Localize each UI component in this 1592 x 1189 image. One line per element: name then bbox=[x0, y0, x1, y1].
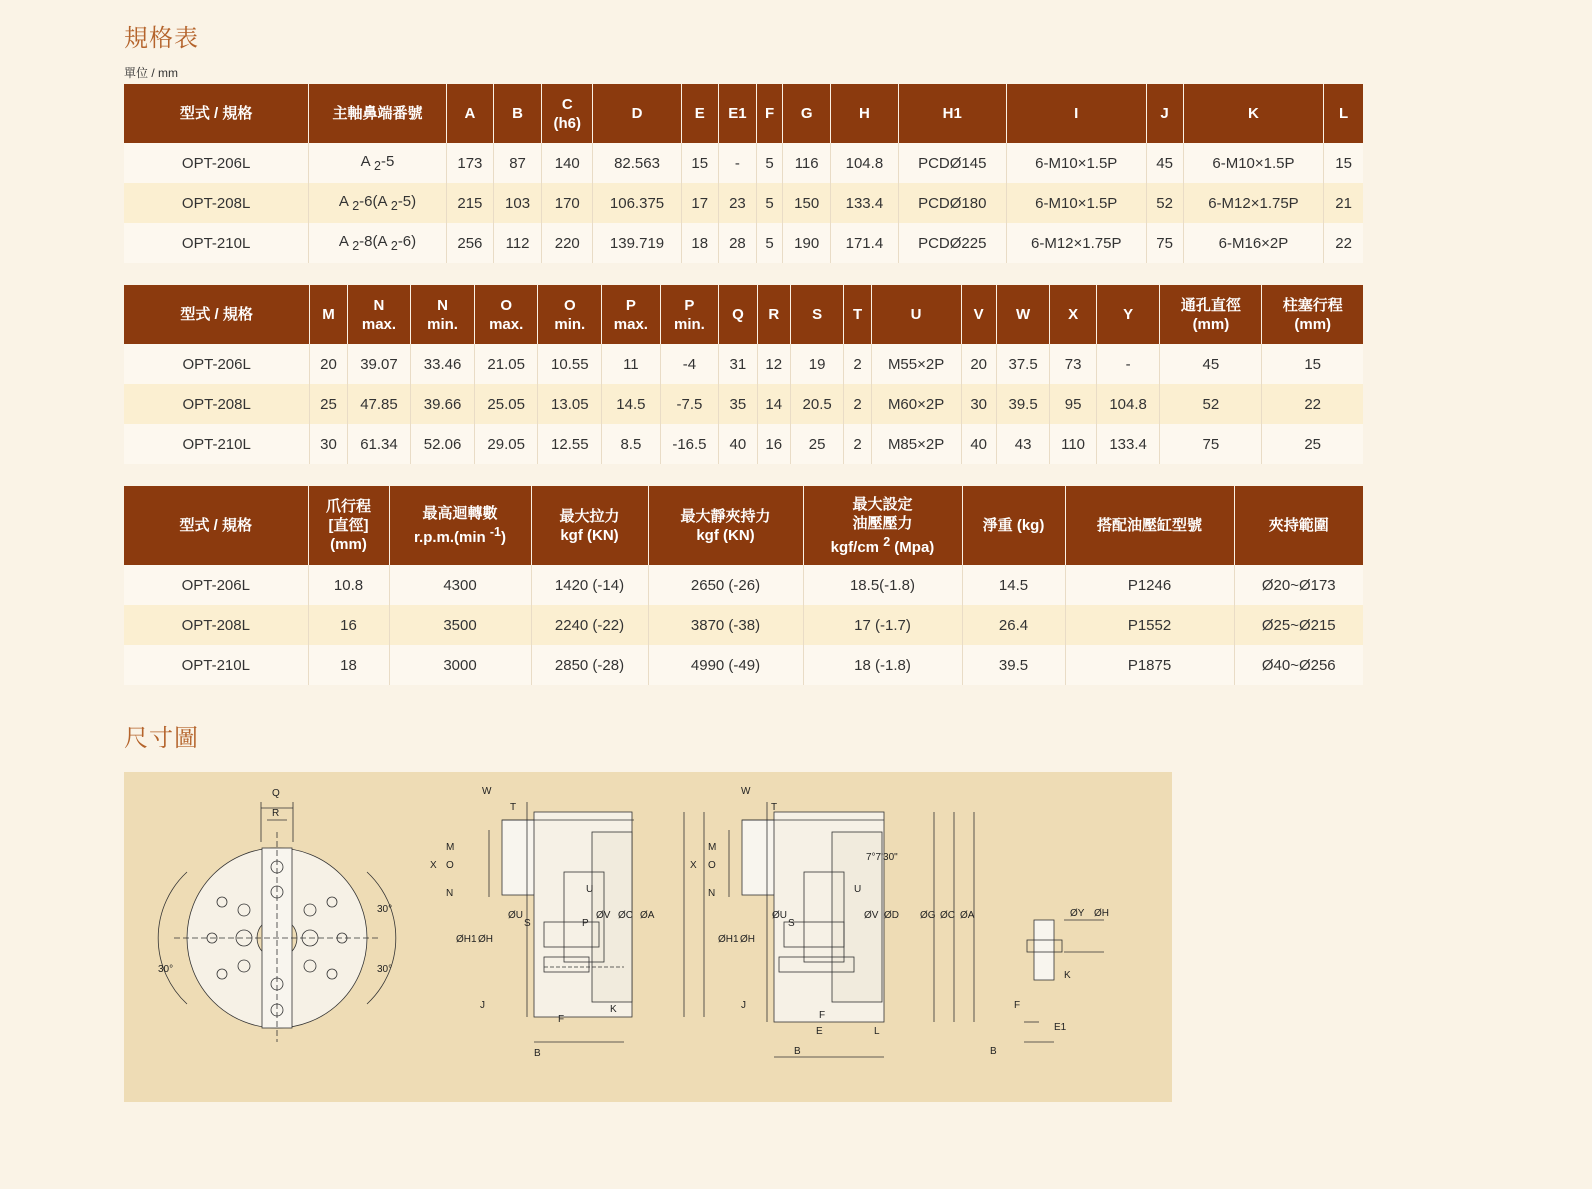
label-S-2: S bbox=[788, 918, 795, 929]
spindle-sub: 2 bbox=[374, 159, 381, 173]
max-rpm-label: 最高迴轉數 bbox=[422, 505, 498, 522]
col-E: E bbox=[681, 84, 718, 143]
cell-L: 22 bbox=[1324, 223, 1363, 263]
spindle-sub: 2 bbox=[352, 199, 360, 213]
label-30deg-a: 30° bbox=[377, 904, 393, 915]
col-A: A bbox=[446, 84, 493, 143]
col-N-max bbox=[347, 285, 411, 344]
cell-R: 12 bbox=[757, 344, 790, 384]
cell-H: 104.8 bbox=[831, 143, 898, 183]
col-Q: Q bbox=[719, 285, 757, 344]
max-pressure-exp: 2 bbox=[883, 534, 891, 549]
label-E1-detail: E1 bbox=[1054, 1022, 1067, 1033]
front-view bbox=[158, 802, 396, 1042]
label-ØA-2: ØA bbox=[960, 910, 975, 921]
col-P-max-label: P bbox=[625, 296, 636, 314]
table-row bbox=[124, 384, 1363, 424]
cell-F: 5 bbox=[756, 223, 782, 263]
label-T: T bbox=[510, 802, 517, 813]
unit-label: 單位 / mm bbox=[124, 66, 178, 80]
cell-model: OPT-210L bbox=[124, 645, 308, 685]
cell-H1: PCDØ225 bbox=[898, 223, 1006, 263]
max-pull-unit: kgf (KN) bbox=[560, 526, 619, 544]
label-N-2: N bbox=[708, 888, 716, 899]
col-O-max-label: O bbox=[500, 296, 513, 314]
cell-N-max: 39.07 bbox=[347, 344, 411, 384]
cell-O-min: 13.05 bbox=[538, 384, 602, 424]
label-F-2: F bbox=[819, 1010, 826, 1021]
cell-H1: PCDØ145 bbox=[898, 143, 1006, 183]
spindle-prefix: A bbox=[360, 153, 375, 170]
col-plunger-stroke bbox=[1262, 285, 1363, 344]
label-Q: Q bbox=[272, 788, 280, 799]
dimension-section-title: 尺寸圖 bbox=[124, 725, 199, 752]
col-O-max-sub: max. bbox=[489, 315, 524, 333]
col-F: F bbox=[756, 84, 782, 143]
col-R: R bbox=[757, 285, 790, 344]
col-O-max bbox=[474, 285, 538, 344]
cell-Q: 40 bbox=[719, 424, 757, 464]
cell-E: 17 bbox=[681, 183, 718, 223]
label-L-2: L bbox=[874, 1026, 880, 1037]
col-P-max bbox=[602, 285, 661, 344]
cell-R: 14 bbox=[757, 384, 790, 424]
cell-Q: 31 bbox=[719, 344, 757, 384]
cell-weight: 39.5 bbox=[962, 645, 1065, 685]
cell-X: 110 bbox=[1050, 424, 1096, 464]
cell-stroke: 22 bbox=[1262, 384, 1363, 424]
max-pressure-unit: kgf/cm bbox=[830, 538, 884, 556]
cell-A: 173 bbox=[446, 143, 493, 183]
label-ØH-detail: ØH bbox=[1094, 908, 1109, 919]
col-O-min bbox=[538, 285, 602, 344]
cell-B: 112 bbox=[493, 223, 541, 263]
col-max-pull bbox=[531, 486, 648, 565]
dimension-drawing-svg bbox=[124, 772, 1172, 1102]
max-pressure-unit-2: (Mpa) bbox=[890, 538, 935, 556]
label-B: B bbox=[534, 1048, 541, 1059]
col-model: 型式 / 規格 bbox=[124, 84, 309, 143]
cell-V: 20 bbox=[961, 344, 996, 384]
label-ØC: ØC bbox=[618, 910, 633, 921]
table-row bbox=[124, 645, 1363, 685]
cell-Y: 104.8 bbox=[1096, 384, 1160, 424]
max-rpm-unit: r.p.m.(min bbox=[414, 529, 490, 546]
table-row bbox=[124, 183, 1363, 223]
cell-stroke: 15 bbox=[1262, 344, 1363, 384]
col-N-min-sub: min. bbox=[427, 315, 458, 333]
cell-V: 40 bbox=[961, 424, 996, 464]
spindle-suffix: -6(A bbox=[359, 193, 391, 210]
cell-D: 106.375 bbox=[593, 183, 681, 223]
max-rpm-exp: -1 bbox=[489, 525, 501, 539]
label-K: K bbox=[610, 1004, 617, 1015]
cell-K: 6-M16×2P bbox=[1183, 223, 1324, 263]
label-M: M bbox=[446, 842, 455, 853]
col-bore bbox=[1160, 285, 1262, 344]
cell-bore: 52 bbox=[1160, 384, 1262, 424]
side-view-1 bbox=[489, 802, 704, 1042]
cell-cylinder: P1875 bbox=[1065, 645, 1234, 685]
col-S: S bbox=[790, 285, 844, 344]
cell-Q: 35 bbox=[719, 384, 757, 424]
cell-E1: 28 bbox=[718, 223, 756, 263]
cell-M: 20 bbox=[310, 344, 347, 384]
cell-N-min: 39.66 bbox=[411, 384, 475, 424]
cell-stroke: 18 bbox=[308, 645, 389, 685]
label-30deg-b: 30° bbox=[158, 964, 174, 975]
spindle-sub-2: 2 bbox=[390, 239, 398, 253]
cell-E: 15 bbox=[681, 143, 718, 183]
cell-stroke: 16 bbox=[308, 605, 389, 645]
col-N-min bbox=[411, 285, 475, 344]
cell-V: 30 bbox=[961, 384, 996, 424]
cell-S: 19 bbox=[790, 344, 844, 384]
col-max-rpm bbox=[389, 486, 531, 565]
cell-range: Ø20~Ø173 bbox=[1234, 565, 1363, 605]
cell-model: OPT-206L bbox=[124, 565, 308, 605]
col-K: K bbox=[1183, 84, 1324, 143]
cell-I: 6-M12×1.75P bbox=[1006, 223, 1146, 263]
spindle-paren: -5) bbox=[397, 193, 417, 210]
spindle-suffix: -8(A bbox=[359, 233, 391, 250]
cell-rpm: 3500 bbox=[389, 605, 531, 645]
cell-L: 15 bbox=[1324, 143, 1363, 183]
cell-model: OPT-208L bbox=[124, 384, 310, 424]
col-P-min-label: P bbox=[684, 296, 695, 314]
cell-model: OPT-208L bbox=[124, 183, 309, 223]
label-S: S bbox=[524, 918, 531, 929]
cell-T: 2 bbox=[844, 384, 871, 424]
cell-S: 20.5 bbox=[790, 384, 844, 424]
cell-R: 16 bbox=[757, 424, 790, 464]
jaw-stroke-unit: (mm) bbox=[330, 536, 367, 553]
cell-rpm: 3000 bbox=[389, 645, 531, 685]
cell-P-min: -4 bbox=[660, 344, 719, 384]
cell-C: 220 bbox=[542, 223, 593, 263]
label-J-2: J bbox=[741, 1000, 746, 1011]
cell-model: OPT-206L bbox=[124, 344, 310, 384]
col-spindle-nose: 主軸鼻端番號 bbox=[309, 84, 447, 143]
cell-J: 45 bbox=[1146, 143, 1183, 183]
cell-model: OPT-206L bbox=[124, 143, 309, 183]
cell-D: 82.563 bbox=[593, 143, 681, 183]
col-grip-range: 夾持範圍 bbox=[1234, 486, 1363, 565]
spec-table-3 bbox=[124, 486, 1363, 685]
cell-N-max: 61.34 bbox=[347, 424, 411, 464]
cell-O-max: 25.05 bbox=[474, 384, 538, 424]
table-row bbox=[124, 605, 1363, 645]
cell-rpm: 4300 bbox=[389, 565, 531, 605]
cell-N-min: 33.46 bbox=[411, 344, 475, 384]
table-row bbox=[124, 143, 1363, 183]
label-B-detail: B bbox=[990, 1046, 997, 1057]
cell-A: 215 bbox=[446, 183, 493, 223]
col-U: U bbox=[871, 285, 961, 344]
cell-grip: 3870 (-38) bbox=[648, 605, 803, 645]
cell-spindle bbox=[309, 223, 447, 263]
label-B-2: B bbox=[794, 1046, 801, 1057]
cell-T: 2 bbox=[844, 344, 871, 384]
cell-H: 171.4 bbox=[831, 223, 898, 263]
col-cylinder: 搭配油壓缸型號 bbox=[1065, 486, 1234, 565]
cell-pressure: 17 (-1.7) bbox=[803, 605, 962, 645]
cell-J: 52 bbox=[1146, 183, 1183, 223]
cell-P-min: -7.5 bbox=[660, 384, 719, 424]
cell-W: 37.5 bbox=[996, 344, 1050, 384]
label-P: P bbox=[582, 918, 589, 929]
label-angle: 7°7'30" bbox=[866, 852, 898, 863]
cell-P-min: -16.5 bbox=[660, 424, 719, 464]
cell-weight: 14.5 bbox=[962, 565, 1065, 605]
col-P-max-sub: max. bbox=[613, 315, 648, 333]
cell-E: 18 bbox=[681, 223, 718, 263]
label-F-detail: F bbox=[1014, 1000, 1021, 1011]
cell-pull: 1420 (-14) bbox=[531, 565, 648, 605]
cell-X: 73 bbox=[1050, 344, 1096, 384]
label-N: N bbox=[446, 888, 454, 899]
max-rpm-close: ) bbox=[500, 529, 506, 546]
cell-F: 5 bbox=[756, 143, 782, 183]
spindle-sub-2: 2 bbox=[390, 199, 398, 213]
table-row bbox=[124, 223, 1363, 263]
col-weight: 淨重 (kg) bbox=[962, 486, 1065, 565]
col-model: 型式 / 規格 bbox=[124, 285, 310, 344]
cell-grip: 4990 (-49) bbox=[648, 645, 803, 685]
label-H1: ØH1 bbox=[456, 934, 477, 945]
cell-grip: 2650 (-26) bbox=[648, 565, 803, 605]
label-U: U bbox=[586, 884, 594, 895]
cell-G: 190 bbox=[783, 223, 831, 263]
col-C-label: C bbox=[561, 95, 573, 113]
label-J: J bbox=[480, 1000, 485, 1011]
cell-U: M60×2P bbox=[871, 384, 961, 424]
label-O-2: O bbox=[708, 860, 716, 871]
label-ØV-2: ØV bbox=[864, 910, 879, 921]
max-grip-unit: kgf (KN) bbox=[696, 526, 755, 544]
cell-I: 6-M10×1.5P bbox=[1006, 183, 1146, 223]
max-pull-label: 最大拉力 bbox=[559, 507, 620, 525]
cell-pressure: 18 (-1.8) bbox=[803, 645, 962, 685]
cell-weight: 26.4 bbox=[962, 605, 1065, 645]
cell-U: M55×2P bbox=[871, 344, 961, 384]
cell-H: 133.4 bbox=[831, 183, 898, 223]
max-pressure-label-2: 油壓壓力 bbox=[852, 514, 913, 532]
col-E1: E1 bbox=[718, 84, 756, 143]
label-ØD-2: ØD bbox=[884, 910, 899, 921]
label-ØG-2: ØG bbox=[920, 910, 936, 921]
cell-spindle bbox=[309, 183, 447, 223]
label-W-2: W bbox=[741, 786, 751, 797]
col-stroke-unit: (mm) bbox=[1294, 315, 1332, 333]
cell-P-max: 14.5 bbox=[602, 384, 661, 424]
spindle-prefix: A bbox=[338, 193, 353, 210]
label-ØA: ØA bbox=[640, 910, 655, 921]
col-V: V bbox=[961, 285, 996, 344]
cell-pull: 2240 (-22) bbox=[531, 605, 648, 645]
cell-pull: 2850 (-28) bbox=[531, 645, 648, 685]
cell-N-min: 52.06 bbox=[411, 424, 475, 464]
cell-A: 256 bbox=[446, 223, 493, 263]
cell-Y: 133.4 bbox=[1096, 424, 1160, 464]
cell-pressure: 18.5(-1.8) bbox=[803, 565, 962, 605]
dimension-drawing bbox=[124, 772, 1172, 1102]
cell-model: OPT-208L bbox=[124, 605, 308, 645]
col-P-min bbox=[660, 285, 719, 344]
table-row bbox=[124, 565, 1363, 605]
table-row bbox=[124, 344, 1363, 384]
cell-K: 6-M12×1.75P bbox=[1183, 183, 1324, 223]
col-W: W bbox=[996, 285, 1050, 344]
cell-spindle bbox=[309, 143, 447, 183]
col-max-grip bbox=[648, 486, 803, 565]
col-G: G bbox=[783, 84, 831, 143]
label-O: O bbox=[446, 860, 454, 871]
cell-W: 39.5 bbox=[996, 384, 1050, 424]
col-N-max-label: N bbox=[373, 296, 385, 314]
cell-O-max: 29.05 bbox=[474, 424, 538, 464]
label-K-detail: K bbox=[1064, 970, 1071, 981]
cell-E1: 23 bbox=[718, 183, 756, 223]
label-ØU-2: ØU bbox=[772, 910, 787, 921]
cell-model: OPT-210L bbox=[124, 424, 310, 464]
label-W: W bbox=[482, 786, 492, 797]
col-B: B bbox=[493, 84, 541, 143]
spindle-prefix: A bbox=[338, 233, 353, 250]
spindle-suffix: -5 bbox=[380, 153, 395, 170]
label-U-2: U bbox=[854, 884, 862, 895]
spindle-sub: 2 bbox=[352, 239, 360, 253]
col-M: M bbox=[310, 285, 347, 344]
cell-J: 75 bbox=[1146, 223, 1183, 263]
col-model: 型式 / 規格 bbox=[124, 486, 308, 565]
col-stroke-label: 柱塞行程 bbox=[1282, 296, 1343, 314]
table-row bbox=[124, 424, 1363, 464]
cell-Y: - bbox=[1096, 344, 1160, 384]
label-X: X bbox=[430, 860, 437, 871]
jaw-stroke-label: 爪行程 bbox=[325, 498, 371, 515]
cell-P-max: 8.5 bbox=[602, 424, 661, 464]
label-H1-2: ØH1 bbox=[718, 934, 739, 945]
col-max-pressure bbox=[803, 486, 962, 565]
spindle-paren: -6) bbox=[397, 233, 417, 250]
label-M-2: M bbox=[708, 842, 717, 853]
cell-range: Ø25~Ø215 bbox=[1234, 605, 1363, 645]
cell-O-max: 21.05 bbox=[474, 344, 538, 384]
col-C-sub: (h6) bbox=[553, 114, 581, 132]
col-P-min-sub: min. bbox=[674, 315, 705, 333]
cell-L: 21 bbox=[1324, 183, 1363, 223]
col-bore-unit: (mm) bbox=[1192, 315, 1230, 333]
cell-stroke: 25 bbox=[1262, 424, 1363, 464]
label-ØC-2: ØC bbox=[940, 910, 955, 921]
cell-B: 87 bbox=[493, 143, 541, 183]
cell-O-min: 10.55 bbox=[538, 344, 602, 384]
cell-D: 139.719 bbox=[593, 223, 681, 263]
col-T: T bbox=[844, 285, 871, 344]
max-grip-label: 最大靜夾持力 bbox=[680, 507, 771, 525]
max-pressure-label: 最大設定 bbox=[852, 495, 913, 513]
table-header-row bbox=[124, 84, 1363, 143]
label-E-2: E bbox=[816, 1026, 823, 1037]
cell-T: 2 bbox=[844, 424, 871, 464]
label-H-2: ØH bbox=[740, 934, 755, 945]
cell-bore: 75 bbox=[1160, 424, 1262, 464]
cell-W: 43 bbox=[996, 424, 1050, 464]
table-header-row bbox=[124, 486, 1363, 565]
jaw-stroke-sub: [直徑] bbox=[328, 517, 369, 534]
col-C bbox=[542, 84, 593, 143]
label-ØV: ØV bbox=[596, 910, 611, 921]
cell-X: 95 bbox=[1050, 384, 1096, 424]
col-O-min-label: O bbox=[563, 296, 576, 314]
spec-table-1 bbox=[124, 84, 1363, 263]
cell-O-min: 12.55 bbox=[538, 424, 602, 464]
label-ØY-detail: ØY bbox=[1070, 908, 1085, 919]
col-bore-label: 通孔直徑 bbox=[1180, 296, 1241, 314]
table-header-row bbox=[124, 285, 1363, 344]
label-ØU: ØU bbox=[508, 910, 523, 921]
cell-cylinder: P1552 bbox=[1065, 605, 1234, 645]
label-H: ØH bbox=[478, 934, 493, 945]
col-X: X bbox=[1050, 285, 1096, 344]
cell-C: 170 bbox=[542, 183, 593, 223]
cell-U: M85×2P bbox=[871, 424, 961, 464]
col-D: D bbox=[593, 84, 681, 143]
cell-G: 150 bbox=[783, 183, 831, 223]
label-F: F bbox=[558, 1014, 565, 1025]
cell-cylinder: P1246 bbox=[1065, 565, 1234, 605]
cell-stroke: 10.8 bbox=[308, 565, 389, 605]
cell-F: 5 bbox=[756, 183, 782, 223]
cell-P-max: 11 bbox=[602, 344, 661, 384]
cell-range: Ø40~Ø256 bbox=[1234, 645, 1363, 685]
cell-model: OPT-210L bbox=[124, 223, 309, 263]
col-H: H bbox=[831, 84, 898, 143]
spec-table-2 bbox=[124, 285, 1363, 464]
label-30deg-c: 30° bbox=[377, 964, 393, 975]
cell-K: 6-M10×1.5P bbox=[1183, 143, 1324, 183]
col-Y: Y bbox=[1096, 285, 1160, 344]
col-jaw-stroke bbox=[308, 486, 389, 565]
cell-E1: - bbox=[718, 143, 756, 183]
cell-M: 25 bbox=[310, 384, 347, 424]
cell-H1: PCDØ180 bbox=[898, 183, 1006, 223]
col-I: I bbox=[1006, 84, 1146, 143]
cell-B: 103 bbox=[493, 183, 541, 223]
label-X-2: X bbox=[690, 860, 697, 871]
cell-N-max: 47.85 bbox=[347, 384, 411, 424]
cell-C: 140 bbox=[542, 143, 593, 183]
col-H1: H1 bbox=[898, 84, 1006, 143]
col-N-max-sub: max. bbox=[361, 315, 397, 333]
col-J: J bbox=[1146, 84, 1183, 143]
col-N-min-label: N bbox=[437, 296, 448, 314]
cell-I: 6-M10×1.5P bbox=[1006, 143, 1146, 183]
col-O-min-sub: min. bbox=[554, 315, 586, 333]
label-T-2: T bbox=[771, 802, 778, 813]
cell-G: 116 bbox=[783, 143, 831, 183]
spec-section-title: 規格表 bbox=[124, 25, 199, 52]
label-R: R bbox=[272, 808, 280, 819]
cell-S: 25 bbox=[790, 424, 844, 464]
col-L: L bbox=[1324, 84, 1363, 143]
cell-bore: 45 bbox=[1160, 344, 1262, 384]
side-view-2 bbox=[729, 802, 974, 1057]
cell-M: 30 bbox=[310, 424, 347, 464]
